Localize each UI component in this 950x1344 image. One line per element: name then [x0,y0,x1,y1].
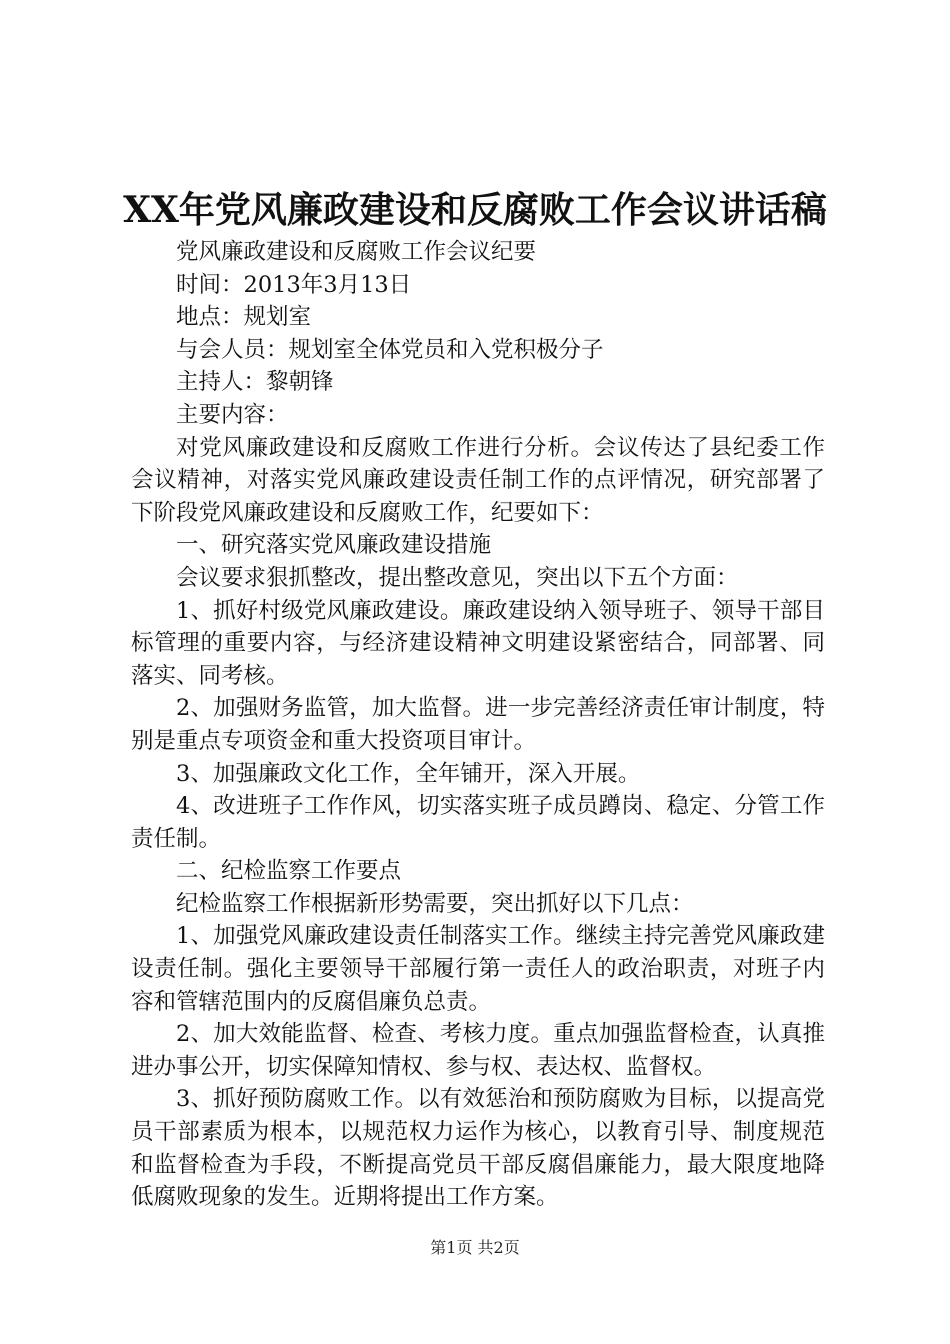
paragraph-attendees: 与会人员：规划室全体党员和入党积极分子 [176,336,604,363]
paragraph-time: 时间：2013年3月13日 [176,271,412,298]
paragraph-section-2-item-2: 2、加大效能监督、检查、考核力度。重点加强监督检查，认真推进办事公开，切实保障知情权、参与权、表达权、监督权。 [131,1021,825,1080]
paragraph-section-1-item-4: 4、改进班子工作作风，切实落实班子成员蹲岗、稳定、分管工作责任制。 [131,793,825,852]
paragraph-section-2-intro: 纪检监察工作根据新形势需要，突出抓好以下几点： [176,890,694,917]
paragraph-section-1-item-1: 1、抓好村级党风廉政建设。廉政建设纳入领导班子、领导干部目标管理的重要内容，与经济建设精神文明建设紧密结合，同部署、同落实、同考核。 [131,597,825,689]
paragraph-section-2-item-3: 3、抓好预防腐败工作。以有效惩治和预防腐败为目标，以提高党员干部素质为根本，以规范权力运作为核心，以教育引导、制度规范和监督检查为手段，不断提高党员干部反腐倡廉能力，最大限度地降低腐败现象的发生。近期将提出工作方案。 [131,1086,825,1211]
paragraph-section-1-item-3: 3、加强廉政文化工作，全年铺开，深入开展。 [176,760,641,787]
page-footer: 第1页 共2页 [430,1238,520,1257]
paragraph-location: 地点：规划室 [176,304,312,331]
paragraph-intro: 对党风廉政建设和反腐败工作进行分析。会议传达了县纪委工作会议精神，对落实党风廉政建设责任制工作的点评情况，研究部署了下阶段党风廉政建设和反腐败工作，纪要如下： [131,434,825,526]
paragraph-meeting-summary: 党风廉政建设和反腐败工作会议纪要 [176,239,537,265]
section-heading-2: 二、纪检监察工作要点 [176,858,402,885]
paragraph-host: 主持人：黎朝锋 [176,369,334,396]
paragraph-section-1-intro: 会议要求狠抓整改，提出整改意见，突出以下五个方面： [176,564,739,591]
paragraph-section-2-item-1: 1、加强党风廉政建设责任制落实工作。继续主持完善党风廉政建设责任制。强化主要领导干部履行第一责任人的政治职责，对班子内容和管辖范围内的反腐倡廉负总责。 [131,923,825,1015]
paragraph-main-content-label: 主要内容： [176,401,289,428]
document-title: XX年党风廉政建设和反腐败工作会议讲话稿 [123,189,827,231]
paragraph-section-1-item-2: 2、加强财务监管，加大监督。进一步完善经济责任审计制度，特别是重点专项资金和重大投资项目审计。 [131,695,825,754]
section-heading-1: 一、研究落实党风廉政建设措施 [176,532,492,559]
document-body [131,236,825,1214]
